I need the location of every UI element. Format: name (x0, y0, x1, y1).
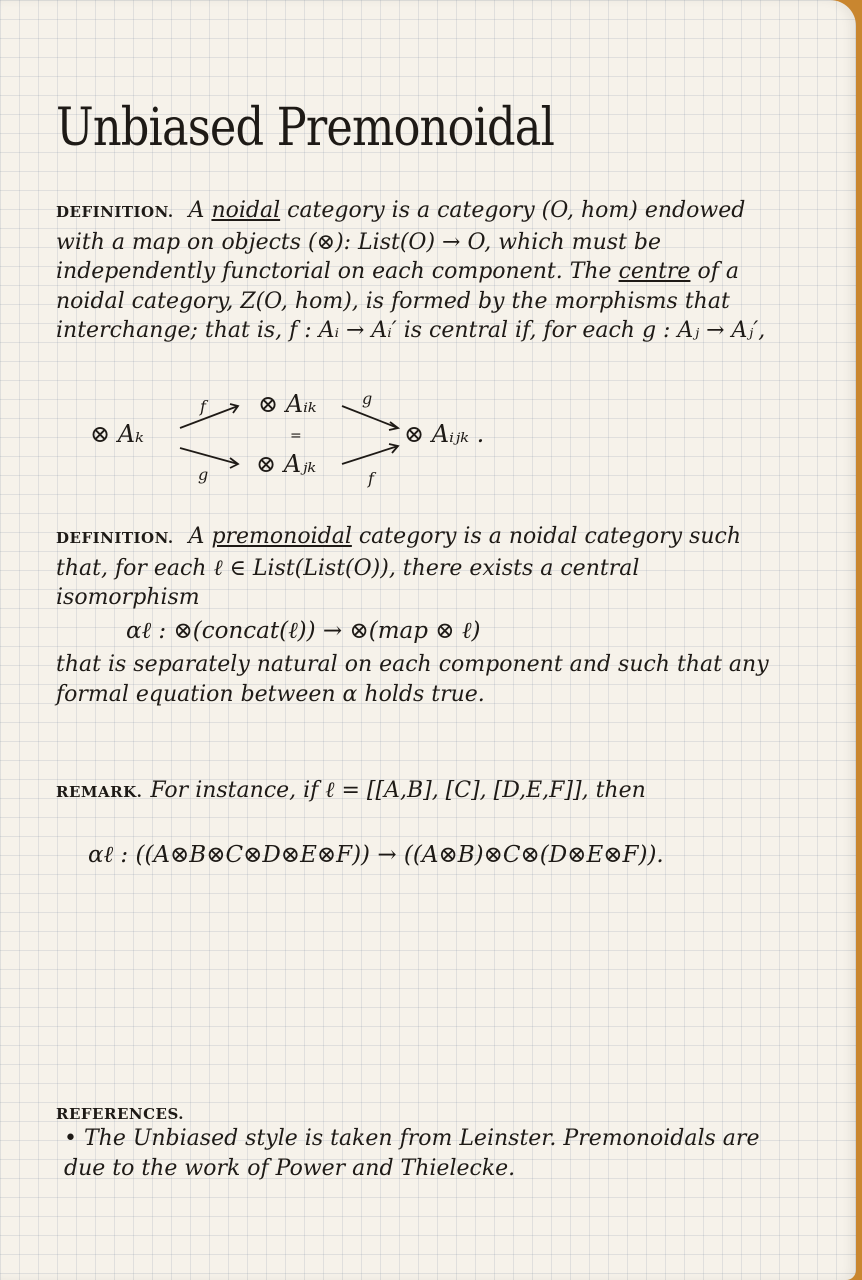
label-g-top: g (362, 389, 373, 408)
definition-premonoidal: DEFINITION. A premonoidal category is a noidal category such that, for each ℓ ∈ List(List(O)), there exists a central isomorphism (56, 524, 742, 610)
diagram-svg (80, 380, 540, 490)
arrow-bottom-right (342, 446, 398, 464)
remark-formula: αℓ : ((A⊗B⊗C⊗D⊗E⊗F)) → ((A⊗B)⊗C⊗(D⊗E⊗F)). (88, 842, 664, 868)
definition-noidal: DEFINITION. A noidal category is a category (O, hom) endowed with a map on objects (⊗): List(O) → O, which must be independently functorial on each component. The centre of a noidal category, Z(O, hom), is formed by the morphisms that interchange; that is, f : Aᵢ → Aᵢ′ is central if, for each g : Aⱼ → Aⱼ′, (56, 198, 766, 343)
arrow-top-right (342, 406, 398, 428)
diagram-left-node: ⊗ Aₖ (90, 420, 144, 448)
term-premonoidal: premonoidal (211, 524, 352, 549)
bullet-icon: • (64, 1126, 77, 1151)
remark: REMARK. For instance, if ℓ = [[A,B], [C], [D,E,F]], then (56, 778, 646, 803)
label-g-bottom: g (198, 465, 209, 484)
alpha-formula: αℓ : ⊗(concat(ℓ)) → ⊗(map ⊗ ℓ) (126, 618, 481, 644)
diagram-bottom-node: ⊗ Aⱼₖ (256, 450, 317, 478)
arrow-left-top (180, 406, 238, 428)
definition-premonoidal-cont: that is separately natural on each component and such that any formal equation between α holds true. (56, 652, 769, 707)
label-f-top: f (200, 397, 206, 416)
term-centre: centre (618, 259, 691, 284)
label-f-bottom: f (368, 469, 374, 488)
diagram-top-node: ⊗ Aᵢₖ (258, 390, 317, 418)
definition-label: DEFINITION. (56, 529, 174, 547)
definition-label: DEFINITION. (56, 203, 174, 221)
diagram-equals: = (290, 428, 302, 444)
commutative-diagram (80, 380, 540, 494)
references-label: REFERENCES. (56, 1105, 184, 1123)
arrow-left-bottom (180, 448, 238, 464)
term-noidal: noidal (211, 198, 281, 223)
remark-label: REMARK. (56, 783, 143, 801)
reference-item: • The Unbiased style is taken from Leinster. Premonoidals are due to the work of Power and Thielecke. (64, 1126, 760, 1181)
diagram-right-node: ⊗ Aᵢⱼₖ . (404, 420, 485, 448)
page-title: Unbiased Premonoidal (56, 98, 555, 158)
